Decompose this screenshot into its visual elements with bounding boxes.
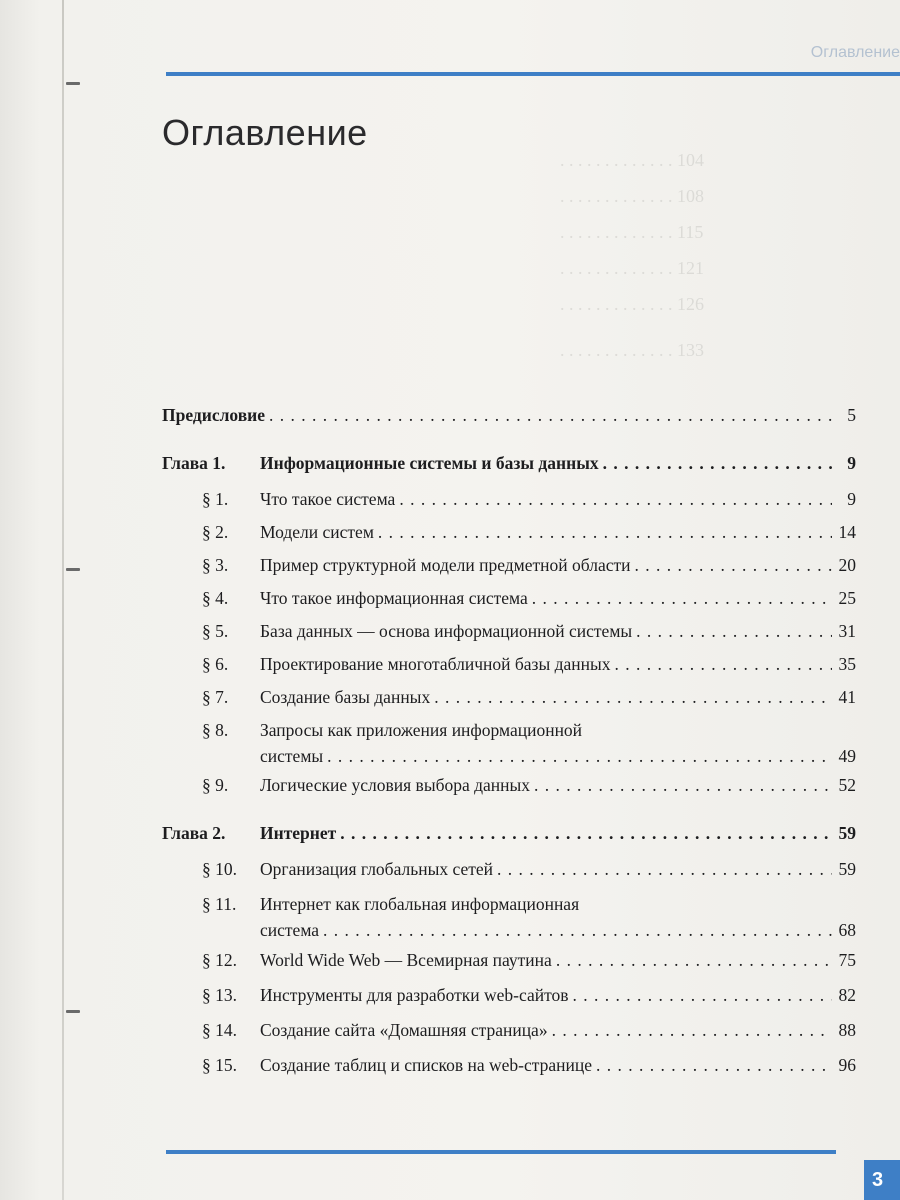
toc-section[interactable] (202, 856, 856, 882)
leader-dots (552, 1017, 832, 1043)
toc-section[interactable] (202, 552, 856, 578)
leader-dots (596, 1052, 832, 1078)
section-title: World Wide Web — Всемирная паутина (260, 950, 552, 970)
toc-section[interactable] (202, 1052, 856, 1078)
section-number: § 12. (202, 950, 237, 970)
toc-page-number: 59 (838, 823, 856, 843)
section-title: Создание сайта «Домашняя страница» (260, 1020, 548, 1040)
toc-page-number: 41 (838, 687, 856, 707)
leader-dots (399, 486, 832, 512)
leader-dots (636, 618, 832, 644)
leader-dots (269, 402, 832, 428)
toc-section[interactable] (202, 982, 856, 1008)
toc-page-number: 35 (838, 654, 856, 674)
top-rule (166, 72, 900, 76)
page-number: 3 (864, 1160, 900, 1200)
toc-entry-label: Предисловие (162, 405, 266, 425)
toc-entry-preface[interactable] (162, 402, 856, 428)
section-title: Организация глобальных сетей (260, 859, 493, 879)
section-number: § 5. (202, 621, 229, 641)
section-number: § 11. (202, 894, 237, 914)
toc-section[interactable] (202, 717, 856, 769)
leader-dots (497, 856, 832, 882)
leader-dots (556, 947, 832, 973)
bleed-through-text: . . . . . . . . . . . . . 133 (560, 340, 704, 360)
bleed-through-text: . . . . . . . . . . . . . 104 (560, 150, 704, 170)
section-title-continued: системы (260, 746, 324, 766)
toc-page-number: 68 (838, 920, 856, 940)
staple-mark (66, 568, 80, 571)
toc-section[interactable] (202, 486, 856, 512)
section-title: Что такое информационная система (260, 588, 528, 608)
section-number: § 14. (202, 1020, 237, 1040)
chapter-number: Глава 2. (162, 823, 226, 843)
section-title: База данных — основа информационной системы (260, 621, 633, 641)
toc-page-number: 88 (838, 1020, 856, 1040)
toc-section[interactable] (202, 1017, 856, 1043)
toc-page-number: 9 (847, 489, 856, 509)
section-number: § 9. (202, 775, 229, 795)
toc-page-number: 25 (838, 588, 856, 608)
toc-page-number: 9 (847, 453, 856, 473)
toc-page-number: 14 (838, 522, 856, 542)
chapter-number: Глава 1. (162, 453, 226, 473)
section-number: § 13. (202, 985, 237, 1005)
bottom-rule (166, 1150, 836, 1154)
toc-chapter-1[interactable] (162, 450, 856, 476)
toc-section[interactable] (202, 947, 856, 973)
bleed-through-text: . . . . . . . . . . . . . 121 (560, 258, 704, 278)
toc-section[interactable] (202, 772, 856, 798)
leader-dots (603, 450, 832, 476)
section-number: § 8. (202, 720, 229, 740)
toc-page-number: 31 (838, 621, 856, 641)
leader-dots (323, 917, 832, 943)
section-number: § 4. (202, 588, 229, 608)
staple-mark (66, 1010, 80, 1013)
toc-page-number: 20 (838, 555, 856, 575)
running-header: Оглавление (810, 44, 900, 61)
leader-dots (635, 552, 832, 578)
section-title: Логические условия выбора данных (260, 775, 531, 795)
bleed-through-text: . . . . . . . . . . . . . 115 (560, 222, 704, 242)
toc-section[interactable] (202, 891, 856, 943)
toc-chapter-2[interactable] (162, 820, 856, 846)
bleed-through-text: . . . . . . . . . . . . . 108 (560, 186, 704, 206)
bleed-through-text: . . . . . . . . . . . . . 126 (560, 294, 704, 314)
section-title: Создание таблиц и списков на web-странице (260, 1055, 593, 1075)
toc-section[interactable] (202, 651, 856, 677)
section-title: Что такое система (260, 489, 396, 509)
chapter-title: Интернет (260, 823, 337, 843)
leader-dots (340, 820, 832, 846)
toc-page-number: 5 (847, 405, 856, 425)
section-title: Модели систем (260, 522, 374, 542)
leader-dots (615, 651, 832, 677)
page-title: Оглавление (162, 112, 368, 153)
leader-dots (327, 743, 832, 769)
toc-page-number: 52 (838, 775, 856, 795)
section-number: § 3. (202, 555, 229, 575)
chapter-title: Информационные системы и базы данных (260, 453, 599, 473)
section-title: Запросы как приложения информационной (260, 720, 583, 740)
toc-section[interactable] (202, 684, 856, 710)
section-number: § 6. (202, 654, 229, 674)
toc-page-number: 59 (838, 859, 856, 879)
toc-section[interactable] (202, 519, 856, 545)
section-title: Проектирование многотабличной базы данных (260, 654, 611, 674)
toc-page-number: 82 (838, 985, 856, 1005)
toc-page-number: 96 (838, 1055, 856, 1075)
section-title: Интернет как глобальная информационная (260, 894, 580, 914)
section-number: § 1. (202, 489, 229, 509)
leader-dots (532, 585, 832, 611)
section-title: Пример структурной модели предметной области (260, 555, 631, 575)
section-title-continued: система (260, 920, 320, 940)
binding-fold (62, 0, 64, 1200)
section-number: § 10. (202, 859, 237, 879)
toc-section[interactable] (202, 618, 856, 644)
toc-page-number: 49 (838, 746, 856, 766)
section-number: § 2. (202, 522, 229, 542)
leader-dots (434, 684, 832, 710)
leader-dots (573, 982, 832, 1008)
section-number: § 7. (202, 687, 229, 707)
section-title: Создание базы данных (260, 687, 431, 707)
toc-page-number: 75 (838, 950, 856, 970)
section-title: Инструменты для разработки web-сайтов (260, 985, 569, 1005)
leader-dots (378, 519, 832, 545)
toc-section[interactable] (202, 585, 856, 611)
section-number: § 15. (202, 1055, 237, 1075)
staple-mark (66, 82, 80, 85)
leader-dots (534, 772, 832, 798)
